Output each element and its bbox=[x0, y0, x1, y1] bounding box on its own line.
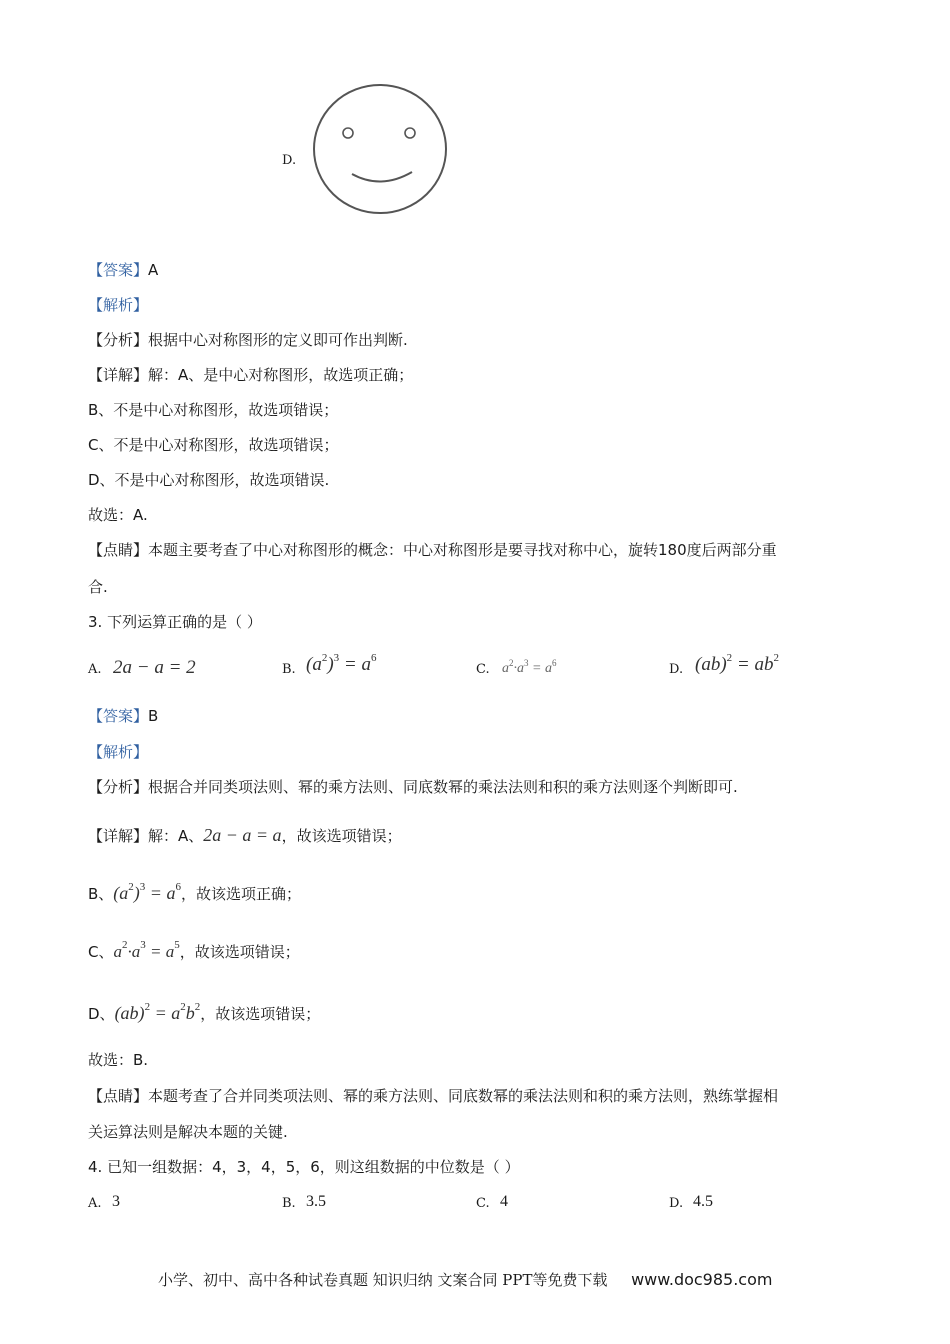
question-3-stem: 3. 下列运算正确的是（ ） bbox=[88, 613, 262, 631]
footer-url[interactable]: www.doc985.com bbox=[631, 1270, 773, 1289]
analysis-line: 【分析】根据合并同类项法则、幂的乘方法则、同底数幂的乘法法则和积的乘方法则逐个判断即可. bbox=[88, 778, 738, 796]
detail-line-b: B、$(a^2)^3 = a^6$，故该选项正确； bbox=[88, 881, 301, 903]
analysis-tag: 【解析】 bbox=[88, 743, 149, 761]
q3-option-c-label: C. bbox=[476, 662, 490, 677]
q3-option-d-formula: $(ab)^2 = ab^2$ bbox=[695, 652, 779, 675]
q3-option-c-formula: $a^2\cdot a^3 = a^6$ bbox=[502, 658, 557, 676]
detail-line: 【详解】解：A、是中心对称图形，故选项正确； bbox=[88, 366, 414, 384]
q4-option-b-value: 3.5 bbox=[306, 1193, 326, 1210]
comment-line: 【点睛】本题主要考查了中心对称图形的概念：中心对称图形是要寻找对称中心，旋转180度后两部分重 bbox=[88, 541, 777, 559]
footer bbox=[158, 1269, 772, 1290]
footer-text: 小学、初中、高中各种试卷真题 知识归纳 文案合同 PPT等免费下载 bbox=[158, 1271, 608, 1289]
detail-line-c: C、$a^2\cdot a^3 = a^5$，故该选项错误； bbox=[88, 939, 300, 961]
comment-line: 【点睛】本题考查了合并同类项法则、幂的乘方法则、同底数幂的乘法法则和积的乘方法则，熟练掌握相 bbox=[88, 1087, 779, 1105]
choice-line: 故选：B. bbox=[88, 1051, 149, 1069]
analysis-line: 【分析】根据中心对称图形的定义即可作出判断. bbox=[88, 331, 408, 349]
q4-option-d-value: 4.5 bbox=[693, 1193, 713, 1210]
answer-line: 【答案】B bbox=[88, 707, 159, 725]
q3-option-b-formula: $(a^2)^3 = a^6$ bbox=[306, 652, 377, 675]
comment-line: 合. bbox=[88, 578, 108, 596]
q3-option-a-label: A. bbox=[88, 662, 102, 677]
face-circle bbox=[314, 85, 446, 213]
choice-line: 故选：A. bbox=[88, 506, 148, 524]
detail-line: B、不是中心对称图形，故选项错误； bbox=[88, 401, 339, 419]
q4-option-c-label: C. bbox=[476, 1196, 490, 1211]
q4-option-d-label: D. bbox=[669, 1196, 684, 1211]
detail-line: C、不是中心对称图形，故选项错误； bbox=[88, 436, 339, 454]
q4-option-a-value: 3 bbox=[112, 1193, 120, 1210]
smiley-face-figure bbox=[310, 82, 452, 216]
q4-option-b-label: B. bbox=[282, 1196, 296, 1211]
detail-line-a: 【详解】解：A、2a − a = a，故该选项错误； bbox=[88, 825, 402, 845]
detail-line: D、不是中心对称图形，故选项错误. bbox=[88, 471, 330, 489]
right-eye bbox=[405, 128, 415, 138]
comment-line: 关运算法则是解决本题的关键. bbox=[88, 1123, 288, 1141]
smile-mouth bbox=[352, 172, 412, 182]
q3-option-d-label: D. bbox=[669, 662, 684, 677]
q3-option-b-label: B. bbox=[282, 662, 296, 677]
detail-line-d: D、$(ab)^2 = a^2b^2$，故该选项错误； bbox=[88, 1001, 321, 1023]
option-d-label: D. bbox=[282, 153, 297, 168]
question-4-stem: 4. 已知一组数据：4，3，4，5，6，则这组数据的中位数是（ ） bbox=[88, 1158, 520, 1176]
q4-option-a-label: A. bbox=[88, 1196, 102, 1211]
q4-option-c-value: 4 bbox=[500, 1193, 508, 1210]
answer-line: 【答案】A bbox=[88, 261, 159, 279]
analysis-tag: 【解析】 bbox=[88, 296, 149, 314]
left-eye bbox=[343, 128, 353, 138]
q3-option-a-formula: 2a − a = 2 bbox=[113, 657, 196, 678]
